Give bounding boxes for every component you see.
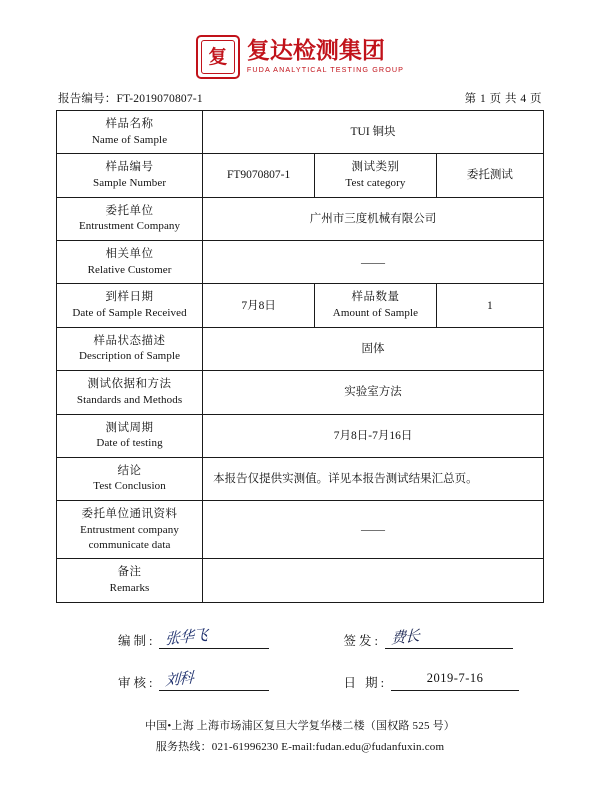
table-row [57,197,544,240]
row-label-test-conclusion [57,457,203,500]
label-cn: 委托单位 [105,204,154,217]
company-logo [56,0,544,80]
row-label-date-of-testing [57,414,203,457]
table-row [57,284,544,327]
row-label-amount-of-sample [315,284,437,327]
date-label: 日 期: [343,675,388,690]
table-row [57,154,544,197]
table-row [57,111,544,154]
prepared-by-signature: 张华飞 [165,625,208,649]
row-label-entrustment-company [57,197,203,240]
seal-icon [196,35,240,79]
label-en: Sample Number [93,176,167,189]
sample-info-table [56,110,544,603]
value-description-of-sample: 固体 [203,327,544,370]
table-row [57,559,544,602]
value-relative-customer: —— [203,241,544,284]
label-cn: 委托单位通讯资料 [81,508,178,521]
table-row [57,327,544,370]
company-name-cn: 复达检测集团 [246,37,385,64]
label-cn: 样品名称 [105,118,154,130]
label-en: Standards and Methods [76,393,183,406]
report-number: 报告编号：FT-2019070807-1 [58,93,203,105]
footer-address: 中国•上海 上海市场浦区复旦大学复华楼二楼（国权路 525 号） [145,720,455,733]
date-value: 2019-7-16 [426,670,484,685]
signature-area [56,625,544,691]
label-en: Amount of Sample [332,306,419,319]
label-en: Date of testing [96,437,163,450]
label-en-2: communicate data [88,538,171,551]
label-cn: 结论 [117,464,142,477]
value-name-of-sample: TUI 铜块 [203,111,544,154]
seal-character: 复 [208,46,228,68]
value-test-conclusion: 本报告仅提供实测值。详见本报告测试结果汇总页。 [203,457,544,500]
value-sample-number: FT9070807-1 [203,154,315,197]
prepared-by-label: 编制: [118,633,156,648]
page-footer [0,716,600,758]
table-row [57,371,544,414]
label-cn: 测试类别 [351,161,400,174]
issued-by-label: 签发: [343,633,381,648]
signature-row-2 [64,668,536,691]
value-standards-methods: 实验室方法 [203,371,544,414]
row-label-sample-number [57,154,203,197]
row-label-date-received [57,284,203,327]
value-test-category: 委托测试 [436,154,543,197]
label-cn: 样品状态描述 [93,334,166,347]
row-label-description-of-sample [57,327,203,370]
footer-contact: 服务热线：021-61996230 E-mail:fudan.edu@fudanfuxin.com [155,741,445,754]
value-amount-of-sample: 1 [436,284,543,327]
label-en: Date of Sample Received [72,306,187,319]
row-label-remarks [57,559,203,602]
date-line [391,671,519,691]
report-header-row [56,90,544,110]
label-cn: 到样日期 [105,291,154,304]
label-cn: 样品数量 [351,291,400,304]
company-name-en: FUDA ANALYTICAL TESTING GROUP [246,65,405,75]
label-cn: 备注 [117,566,142,579]
row-label-relative-customer [57,241,203,284]
logo-wrap [196,35,404,79]
label-en: Entrustment Company [78,220,181,233]
label-cn: 测试依据和方法 [87,378,172,391]
value-entrustment-company: 广州市三度机械有限公司 [203,197,544,240]
value-remarks [203,559,544,602]
label-en: Remarks [109,581,150,594]
value-date-of-testing: 7月8日-7月16日 [203,414,544,457]
row-label-communicate-data [57,501,203,559]
issued-by-field [343,626,512,649]
reviewed-by-field [118,668,269,691]
issued-by-signature: 费长 [390,626,420,648]
date-field [343,671,519,691]
table-row [57,241,544,284]
row-label-test-category [315,154,437,197]
signature-row-1 [64,625,536,649]
page-indicator: 第 1 页 共 4 页 [464,93,542,105]
label-en: Relative Customer [87,263,172,276]
value-communicate-data: —— [203,501,544,559]
label-en: Name of Sample [91,133,168,146]
label-en: Test category [345,176,406,189]
row-label-name-of-sample [57,111,203,154]
label-en: Test Conclusion [93,480,166,493]
table-row [57,457,544,500]
reviewed-by-signature: 刘科 [165,668,194,690]
value-date-received: 7月8日 [203,284,315,327]
logo-text [247,39,404,75]
prepared-by-field [118,625,269,649]
table-row [57,414,544,457]
reviewed-by-line [159,668,269,691]
label-cn: 样品编号 [105,161,154,174]
label-cn: 测试周期 [105,421,154,434]
prepared-by-line [159,625,269,649]
label-cn: 相关单位 [105,248,154,261]
issued-by-line [385,626,513,649]
row-label-standards-methods [57,371,203,414]
table-row [57,501,544,559]
label-en: Description of Sample [79,350,181,363]
label-en: Entrustment company [80,523,179,536]
reviewed-by-label: 审核: [118,675,156,690]
